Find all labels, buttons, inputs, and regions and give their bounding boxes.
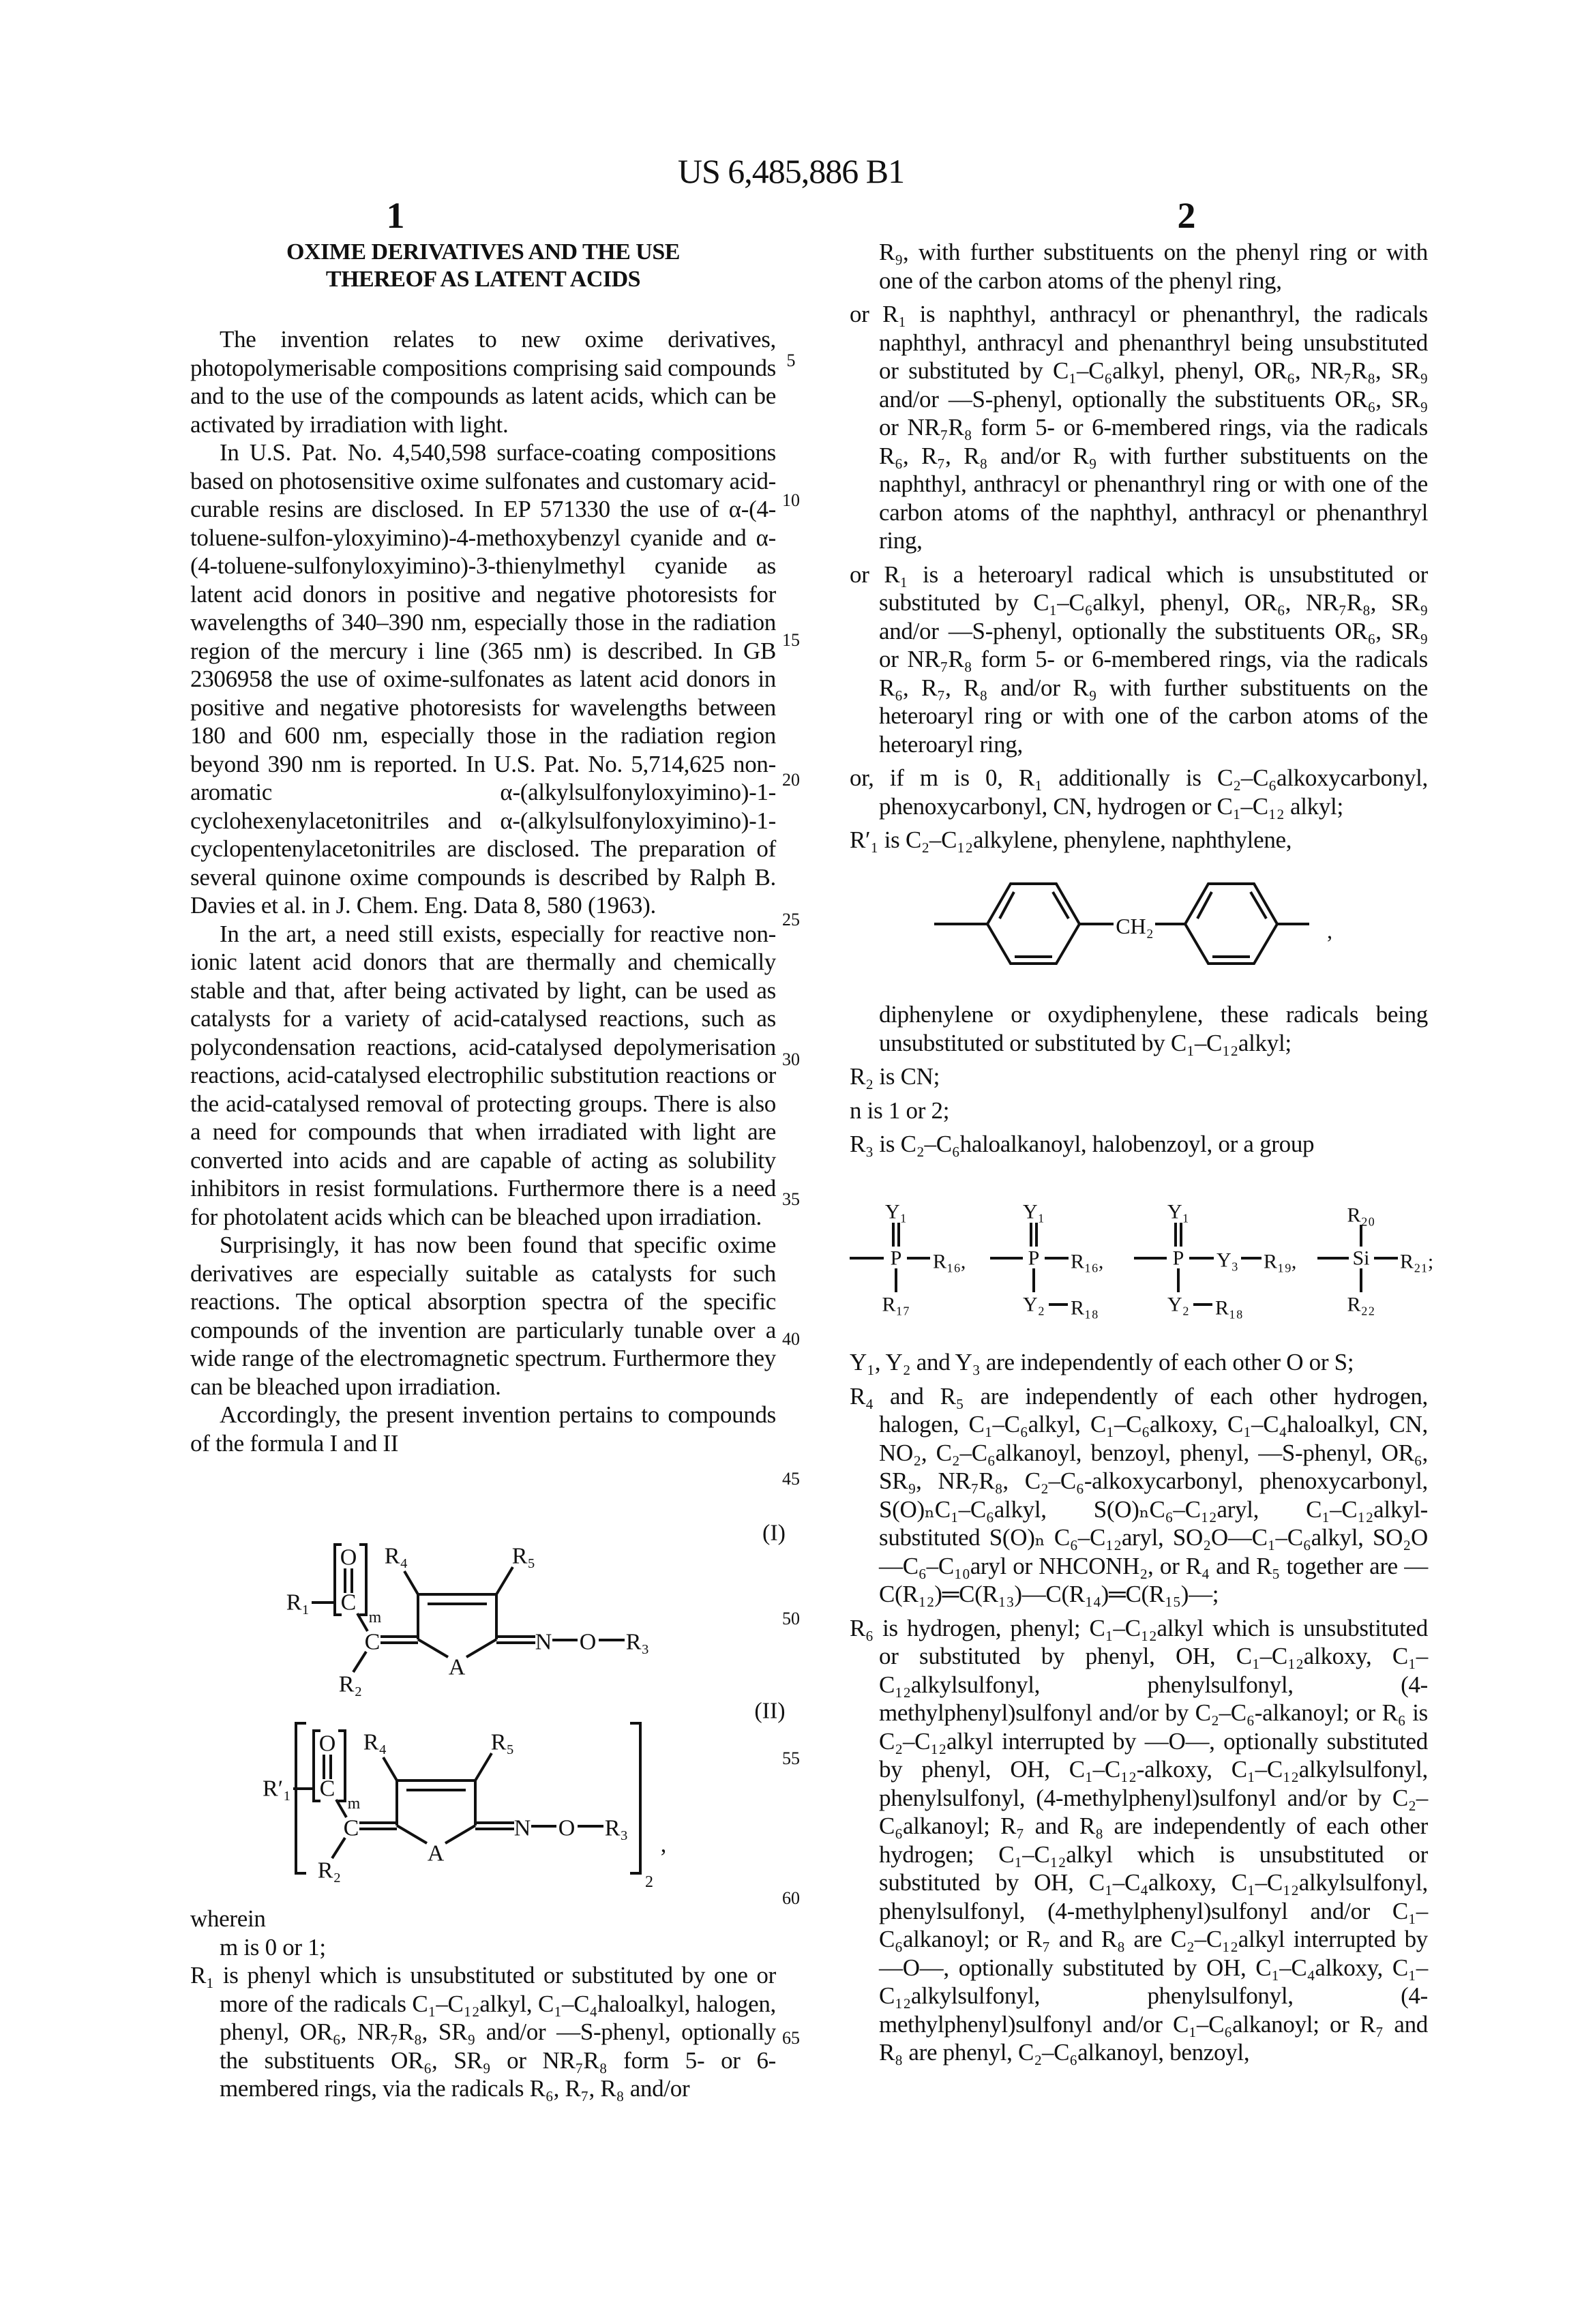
formula-core xyxy=(286,1544,650,1697)
line-number: 30 xyxy=(774,1049,808,1070)
atom-label: R₂₁; xyxy=(1400,1251,1433,1273)
patent-number: US 6,485,886 B1 xyxy=(0,151,1582,191)
atom-label: R₁ xyxy=(286,1590,310,1615)
line-number: 40 xyxy=(774,1329,808,1350)
chemical-structures xyxy=(0,0,1582,2324)
line-number: 15 xyxy=(774,630,808,651)
atom-label: C xyxy=(341,1590,357,1615)
atom-label: R₁₆, xyxy=(933,1251,966,1273)
r1-definition: R₁ is phenyl which is unsubstituted or substituted by one or more of the radicals C₁–C₁₂alkyl, C₁–C₄haloalkyl, halogen, phenyl, OR₆, NR₇R₈, SR₉ and/or —S-phenyl, optionally the substituents OR₆, SR₉ or NR₇R₈ form 5- or 6-membered rings, via the radicals R₆, R₇, R₈ and/or xyxy=(190,1961,776,2103)
paragraph: In the art, a need still exists, especially for reactive non-ionic latent acid donors that are thermally and chemically stable and that, after being activated by light, can be used as catalysts for a variety of acid-catalysed reactions, such as polycondensation reactions, acid-catalysed depolymerisation reactions, acid-catalysed electrophilic substitution reactions or the acid-catalysed removal of protecting groups. There is also a need for compounds that when irradiated with light are converted into acids and are capable of acting as solubility inhibitors in resist formulations. Furthermore there is a need for photolatent acids which can be bleached upon irradiation. xyxy=(190,920,776,1232)
phosphorus-group-2 xyxy=(990,1201,1103,1320)
atom-label: P xyxy=(1028,1247,1040,1270)
repeat-subscript: 2 xyxy=(645,1873,653,1891)
formula-label: (II) xyxy=(754,1699,785,1724)
phosphorus-group-1 xyxy=(850,1201,966,1316)
atom-label: R₁₈ xyxy=(1215,1297,1243,1320)
line-number: 10 xyxy=(774,490,808,511)
atom-label: Y₁ xyxy=(1023,1201,1045,1223)
r3-groups xyxy=(850,1201,1433,1320)
atom-label: Si xyxy=(1352,1247,1369,1270)
line-number: 20 xyxy=(774,770,808,790)
diphenylmethane-structure xyxy=(934,884,1332,964)
definition-item: R′₁ is C₂–C₁₂alkylene, phenylene, naphthylene, xyxy=(850,826,1428,854)
atom-label: R₂₂ xyxy=(1347,1294,1375,1316)
atom-label: Y₁ xyxy=(1167,1201,1189,1223)
atom-label: N xyxy=(535,1630,552,1655)
atom-label: Y₁ xyxy=(885,1201,907,1223)
definition-item: n is 1 or 2; xyxy=(850,1097,1428,1125)
formula-core xyxy=(263,1730,628,1883)
formula-label: (I) xyxy=(762,1521,786,1546)
line-number: 65 xyxy=(774,2028,808,2049)
methylene-label: CH₂ xyxy=(1116,914,1154,938)
definition-item: or, if m is 0, R₁ additionally is C₂–C₆alkoxycarbonyl, phenoxycarbonyl, CN, hydrogen or C₁–C₁₂ alkyl; xyxy=(850,764,1428,820)
atom-label: R₄ xyxy=(385,1544,408,1569)
atom-label: O xyxy=(319,1731,336,1757)
title-line: THEREOF AS LATENT ACIDS xyxy=(190,266,776,293)
column-number-right: 2 xyxy=(1118,194,1255,237)
m-definition: m is 0 or 1; xyxy=(190,1933,776,1962)
repeat-subscript: m xyxy=(369,1609,382,1626)
line-number: 35 xyxy=(774,1189,808,1210)
definition-item: or R₁ is a heteroaryl radical which is unsubstituted or substituted by C₁–C₆alkyl, phenyl, OR₆, NR₇R₈, SR₉ and/or —S-phenyl, optionally the substituents OR₆, SR₉ or NR₇R₈ form 5- or 6-membered rings, via the radicals R₆, R₇, R₈ and/or R₉ with further substituents on the heteroaryl ring or with one of the carbon atoms of the heteroaryl ring, xyxy=(850,561,1428,759)
punctuation: , xyxy=(661,1832,667,1858)
formula-I-structure xyxy=(286,1521,786,1697)
formula-II-structure xyxy=(263,1699,786,1892)
atom-label: C xyxy=(320,1776,335,1802)
atom-label: O xyxy=(340,1545,357,1570)
line-number: 45 xyxy=(774,1469,808,1489)
atom-label: R₂ xyxy=(318,1858,342,1883)
atom-label: A xyxy=(428,1841,445,1866)
atom-label: R₁₉, xyxy=(1264,1251,1296,1273)
line-number: 25 xyxy=(774,910,808,930)
definition-item: R₃ is C₂–C₆haloalkanoyl, halobenzoyl, or a group xyxy=(850,1130,1428,1159)
line-number: 60 xyxy=(774,1888,808,1909)
definition-item: R₉, with further substituents on the phenyl ring or with one of the carbon atoms of the phenyl ring, xyxy=(850,238,1428,295)
atom-label: Y₂ xyxy=(1023,1294,1045,1316)
title-line: OXIME DERIVATIVES AND THE USE xyxy=(190,239,776,266)
atom-label: R₅ xyxy=(512,1544,536,1569)
atom-label: N xyxy=(514,1816,531,1841)
definition-item: R₄ and R₅ are independently of each other hydrogen, halogen, C₁–C₆alkyl, C₁–C₆alkoxy, C₁–C₄haloalkyl, CN, NO₂, C₂–C₆alkanoyl, benzoyl, phenyl, —S-phenyl, OR₆, SR₉, NR₇R₈, C₂–C₆-alkoxycarbonyl, phenoxycarbonyl, S(O)ₙC₁–C₆alkyl, S(O)ₙC₆–C₁₂aryl, C₁–C₁₂alkyl-substituted S(O)ₙ C₆–C₁₂aryl, SO₂O—C₁–C₆alkyl, SO₂O—C₆–C₁₀aryl or NHCONH₂, or R₄ and R₅ together are —C(R₁₂)═C(R₁₃)—C(R₁₄)═C(R₁₅)—; xyxy=(850,1382,1428,1609)
benzene-ring xyxy=(987,884,1079,964)
line-number: 55 xyxy=(774,1748,808,1769)
silyl-group xyxy=(1317,1204,1433,1316)
repeat-subscript: m xyxy=(348,1795,361,1813)
atom-label: Y₃ xyxy=(1217,1249,1238,1272)
atom-label: R₅ xyxy=(491,1730,515,1755)
phosphorus-group-3 xyxy=(1134,1201,1296,1320)
atom-label: P xyxy=(1173,1247,1184,1270)
punctuation: , xyxy=(1327,919,1332,943)
atom-label: O xyxy=(558,1816,576,1841)
definition-item: R₂ is CN; xyxy=(850,1062,1428,1091)
atom-label: R₃ xyxy=(626,1630,650,1655)
definition-item: R₆ is hydrogen, phenyl; C₁–C₁₂alkyl which is unsubstituted or substituted by phenyl, OH, C₁–C₁₂alkoxy, C₁–C₁₂alkylsulfonyl, phenylsulfonyl, (4-methylphenyl)sulfonyl and/or by C₂–C₆-alkanoyl; or R₆ is C₂–C₁₂alkyl interrupted by —O—, optionally substituted by phenyl, OH, C₁–C₁₂-alkoxy, C₁–C₁₂alkylsulfonyl, phenylsulfonyl, (4-methylphenyl)sulfonyl and/or by C₂–C₆alkanoyl; R₇ and R₈ are independently of each other hydrogen; C₁–C₁₂alkyl which is unsubstituted or substituted by OH, C₁–C₄alkoxy, C₁–C₁₂alkylsulfonyl, phenylsulfonyl, (4-methylphenyl)sulfonyl and/or C₁–C₆alkanoyl; or R₇ and R₈ are C₂–C₁₂alkyl interrupted by —O—, optionally substituted by OH, C₁–C₄alkoxy, C₁–C₁₂alkylsulfonyl, phenylsulfonyl, (4-methylphenyl)sulfonyl and/or C₁–C₆alkanoyl; or R₇ and R₈ are phenyl, C₂–C₆alkanoyl, benzoyl, xyxy=(850,1614,1428,2067)
definition-item: diphenylene or oxydiphenylene, these radicals being unsubstituted or substituted by C₁–C₁₂alkyl; xyxy=(850,1000,1428,1057)
atom-label: R₂ xyxy=(339,1672,363,1697)
definition-item: Y₁, Y₂ and Y₃ are independently of each other O or S; xyxy=(850,1348,1428,1377)
atom-label: R′₁ xyxy=(263,1776,291,1802)
atom-label: P xyxy=(891,1247,902,1270)
atom-label: R₁₇ xyxy=(882,1294,910,1316)
atom-label: Y₂ xyxy=(1167,1294,1189,1316)
line-number: 5 xyxy=(774,351,808,371)
atom-label: A xyxy=(449,1655,466,1680)
atom-label: R₂₀ xyxy=(1347,1204,1375,1227)
atom-label: R₄ xyxy=(363,1730,387,1755)
column-number-left: 1 xyxy=(327,194,464,237)
wherein-label: wherein xyxy=(190,1905,776,1933)
benzene-ring xyxy=(1185,884,1277,964)
atom-label: R₃ xyxy=(605,1816,629,1841)
paragraph: The invention relates to new oxime derivatives, photopolymerisable compositions comprising said compounds and to the use of the compounds as latent acids, which can be activated by irradiation with light. xyxy=(190,325,776,438)
definition-item: or R₁ is naphthyl, anthracyl or phenanthryl, the radicals naphthyl, anthracyl and phenanthryl being unsubstituted or substituted by C₁–C₆alkyl, phenyl, OR₆, NR₇R₈, SR₉ and/or —S-phenyl, optionally the substituents OR₆, SR₉ or NR₇R₈ form 5- or 6-membered rings, via the radicals R₆, R₇, R₈ and/or R₉ with further substituents on the naphthyl, anthracyl or phenanthryl ring or with one of the carbon atoms of the naphthyl, anthracyl or phenanthryl ring, xyxy=(850,300,1428,555)
atom-label: C xyxy=(344,1816,359,1841)
line-number: 50 xyxy=(774,1609,808,1629)
paragraph: In U.S. Pat. No. 4,540,598 surface-coating compositions based on photosensitive oxime sulfonates and customary acid-curable resins are disclosed. In EP 571330 the use of α-(4-toluene-sulfon-yloxyimino)-4-methoxybenzyl cyanide and α-(4-toluene-sulfonyloxyimino)-3-thienylmethyl cyanide as latent acid donors in positive and negative photoresists for wavelengths of 340–390 nm, especially those in the radiation region of the mercury i line (365 nm) is described. In GB 2306958 the use of oxime-sulfonates as latent acid donors in positive and negative photoresists for wavelengths between 180 and 600 nm, especially those in the radiation region beyond 390 nm is reported. In U.S. Pat. No. 5,714,625 non-aromatic α-(alkylsulfonyloxyimino)-1-cyclohexenylacetonitriles and α-(alkylsulfonyloxyimino)-1-cyclopentenylacetonitriles are disclosed. The preparation of several quinone oxime compounds is described by Ralph B. Davies et al. in J. Chem. Eng. Data 8, 580 (1963). xyxy=(190,438,776,920)
atom-label: R₁₆, xyxy=(1071,1251,1103,1273)
paragraph: Accordingly, the present invention pertains to compounds of the formula I and II xyxy=(190,1401,776,1457)
paragraph: Surprisingly, it has now been found that specific oxime derivatives are especially suitable as catalysts for such reactions. The optical absorption spectra of the specific compounds of the invention are particularly tunable over a wide range of the electromagnetic spectrum. Furthermore they can be bleached upon irradiation. xyxy=(190,1231,776,1401)
atom-label: R₁₈ xyxy=(1071,1297,1099,1320)
atom-label: C xyxy=(365,1630,380,1655)
atom-label: O xyxy=(580,1630,597,1655)
